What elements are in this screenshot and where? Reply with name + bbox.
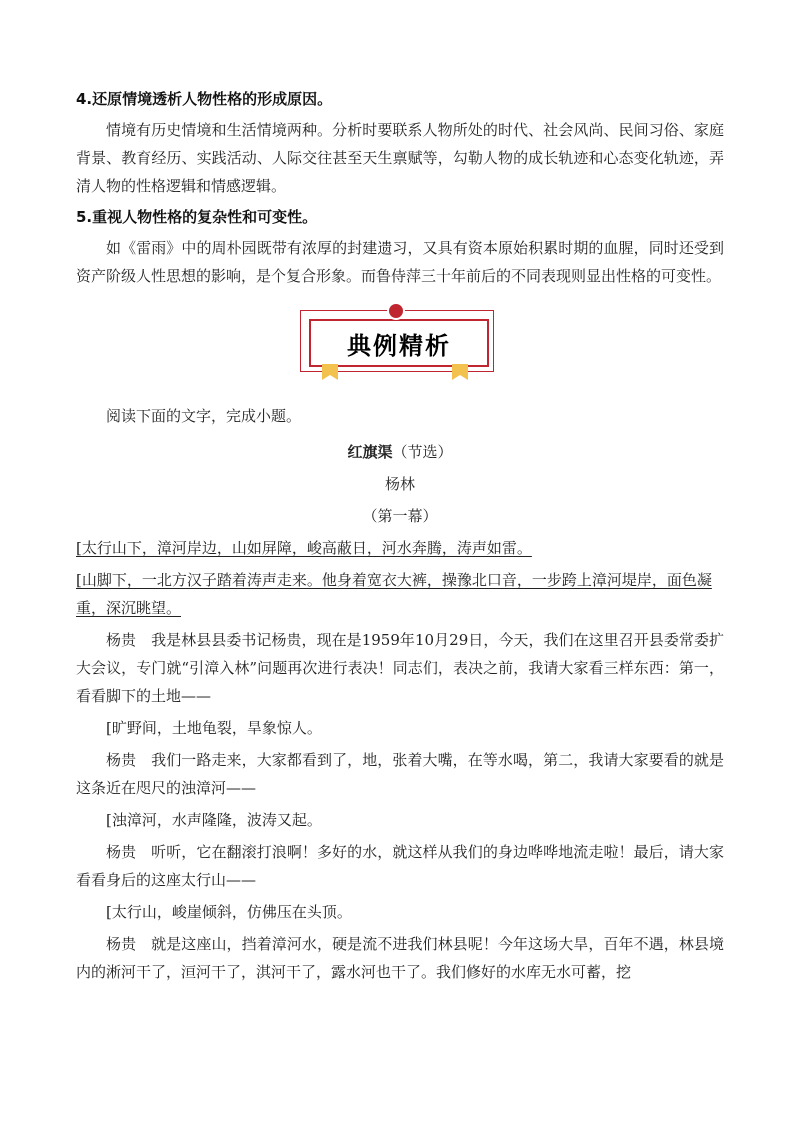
ribbon-icon [322,364,338,380]
speaker-name: 杨贵 [106,751,137,769]
dialog-line [76,806,724,834]
play-title: 红旗渠 [347,443,393,461]
dialog-line [76,838,724,894]
stage-direction [76,534,724,562]
dialog-text: [太行山，峻崖倾斜，仿佛压在头顶。 [106,903,352,921]
section4-body: 情境有历史情境和生活情境两种。分析时要联系人物所处的时代、社会风尚、民间习俗、家庭背景、教育经历、实践活动、人际交往甚至天生禀赋等，勾勒人物的成长轨迹和心态变化轨迹，弄清人物的性格逻辑和情感逻辑。 [76,121,724,195]
banner-inner-frame [309,319,489,367]
stage-direction-text: [山脚下，一北方汉子踏着涛声走来。他身着宽衣大裤，操豫北口音，一步跨上漳河堤岸，面色凝重，深沉眺望。 [76,571,712,617]
pin-icon [389,304,403,318]
dialog-text: 我们一路走来，大家都看到了，地，张着大嘴，在等水喝，第二，我请大家要看的就是这条近在咫尺的浊漳河—— [76,751,724,797]
section4-heading: 4.还原情境透析人物性格的形成原因。 [76,90,333,108]
dialog-text: 就是这座山，挡着漳河水，硬是流不进我们林县呢！今年这场大旱，百年不遇，林县境内的淅河干了，洹河干了，淇河干了，露水河也干了。我们修好的水库无水可蓄，挖 [76,935,724,981]
section5-body: 如《雷雨》中的周朴园既带有浓厚的封建遗习，又具有资本原始积累时期的血腥，同时还受到资产阶级人性思想的影响，是个复合形象。而鲁侍萍三十年前后的不同表现则显出性格的可变性。 [76,239,724,285]
speaker-name: 杨贵 [106,631,137,649]
play-author: 杨林 [384,475,415,493]
section5-heading: 5.重视人物性格的复杂性和可变性。 [76,208,318,226]
stage-direction-text: [太行山下，漳河岸边，山如屏障，峻高蔽日，河水奔腾，涛声如雷。 [76,539,532,557]
dialog-text: [旷野间，土地龟裂，旱象惊人。 [106,719,322,737]
ribbon-icon [452,364,468,380]
reading-instruction: 阅读下面的文字，完成小题。 [106,407,302,425]
dialog-line [76,930,724,986]
stage-direction [76,566,724,622]
dialog-line [76,898,724,926]
dialog-text: 听听，它在翻滚打浪啊！多好的水，就这样从我们的身边哗哗地流走啦！最后，请大家看看身后的这座太行山—— [76,843,724,889]
document-page [76,88,724,990]
play-title-suffix: （节选） [392,443,453,461]
play-title-line [76,438,724,466]
dialog-line [76,714,724,742]
banner-frame [300,310,494,372]
dialog-text: 我是林县县委书记杨贵，现在是1959年10月29日，今天，我们在这里召开县委常委扩大会议，专门就“引漳入林”问题再次进行表决！同志们，表决之前，我请大家看三样东西：第一，看看脚下的土地—— [76,631,724,705]
banner-label: 典例精析 [347,331,451,360]
play-act: （第一幕） [362,507,438,525]
dialog-line [76,626,724,710]
speaker-name: 杨贵 [106,843,137,861]
example-banner [300,304,500,384]
dialog-text: [浊漳河，水声隆隆，波涛又起。 [106,811,322,829]
speaker-name: 杨贵 [106,935,137,953]
dialog-line [76,746,724,802]
